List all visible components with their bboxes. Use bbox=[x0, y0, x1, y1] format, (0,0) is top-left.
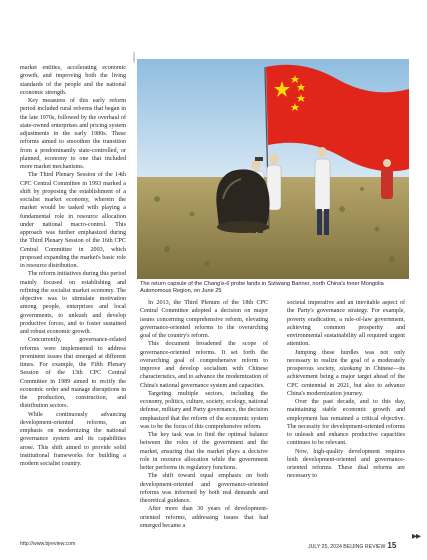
footer-url[interactable]: http://www.bjreview.com bbox=[20, 541, 76, 547]
news-photo bbox=[137, 59, 409, 279]
photo-caption: The return capsule of the Chang'e-6 probe lands in Siziwang Banner, north China's Inner Mongolia Autonomous Region, on June 25 bbox=[140, 281, 384, 294]
paragraph: The shift toward equal emphasis on both development-oriented and governance-oriented reforms was informed by both real demands and theoretical guidance. bbox=[140, 473, 268, 504]
paragraph: Now, high-quality development requires both development-oriented and governance-oriented reforms. These dual reforms are necessary to bbox=[287, 448, 405, 480]
footer-issue bbox=[308, 541, 396, 550]
continue-arrow-icon: ▶▶ bbox=[412, 532, 420, 540]
paragraph: In 2013, the Third Plenum of the 18th CPC Central Committee adopted a decision on major issues concerning comprehensive reform, elevating governance-oriented reforms to the overarching goal of the country's reform. bbox=[140, 300, 268, 339]
paragraph: societal imperative and an inevitable aspect of the Party's governance strategy. For example, poverty eradication, a rule-of-law government, achieving common prosperity and environmental sustainability all required urgent attention. bbox=[287, 300, 405, 348]
page-number: 15 bbox=[387, 541, 397, 550]
capsule-landing-scene bbox=[137, 59, 409, 279]
photo-credit: XINHUA bbox=[132, 51, 136, 63]
paragraph: Key measures of this early reform period included rural reforms that began in the late 1970s, followed by the overhaul of state-owned enterprises and pricing system adjustments in the early 1980s. These reforms aimed to smoothen the transition from a predominantly state-controlled, or planned, economy to one that included more market mechanisms. bbox=[20, 98, 126, 170]
paragraph: market entities, accelerating economic growth, and improving both the living standards of the people and the national economic strength. bbox=[20, 65, 126, 96]
paragraph: Targeting multiple sectors, including the economy, politics, culture, society, ecology, national defense, military and Party governance, the decision emphasized that the reform of the economic system was to be the focus of this comprehensive reform. bbox=[140, 390, 268, 430]
paragraph: Jumping these hurdles was not only necessary to realize the goal of a moderately prosperous society, xiaokang in Chinese—its achievement being a major target ahead of the CPC centennial in 2021, but also to advance China's modernization journey. bbox=[287, 349, 405, 397]
paragraph: After more than 30 years of development-oriented reforms, addressing issues that had emerged became a bbox=[140, 506, 268, 529]
return-capsule bbox=[216, 169, 269, 233]
middle-text-column bbox=[140, 299, 268, 530]
paragraph: Over the past decade, and to this day, maintaining stable economic growth and employment has remained a critical objective. The necessity for development-oriented reforms to unleash and enhance productive capacities continues to be relevant. bbox=[287, 399, 405, 447]
paragraph: The key task was to find the optimal balance between the roles of the government and the market, ensuring that the market plays a decisive role in resource allocation while the government better performs its regulatory functions. bbox=[140, 432, 268, 471]
paragraph: Concurrently, governance-related reforms were implemented to address prominent issues that emerged at different times. For example, the Fifth Plenary Session of the 13th CPC Central Committee in 1989 aimed to rectify the economic order and manage disruptions in the production, construction, and distribution sectors. bbox=[20, 337, 126, 410]
left-text-column bbox=[20, 64, 126, 468]
issue-label: JULY 25, 2024 BEIJING REVIEW bbox=[308, 544, 386, 550]
paragraph: The reform initiatives during this period mainly focused on establishing and refining the socialist market economy. The objective was to stimulate motivation among people, enterprises and local governments, to unleash and develop productive forces, and to foster sustained and robust economic growth. bbox=[20, 271, 126, 335]
paragraph: While continuously advancing development-oriented reforms, an emphasis on modernizing the national governance system and its capabilities arose. This shift aimed to provide solid institutional frameworks for building a modern socialist country. bbox=[20, 411, 126, 467]
paragraph: This document broadened the scope of governance-oriented reforms. It set forth the overarching goal of comprehensive reform to improve and develop socialism with Chinese characteristics, and to advance the modernization of China's national governance system and capacities. bbox=[140, 341, 268, 389]
paragraph: The Third Plenary Session of the 14th CPC Central Committee in 1993 marked a shift by proposing the establishment of a socialist market economy, wherein the market would be tasked with playing a fundamental role in resource allocation under national macro-control. This approach was further emphasized during the Third Plenary Session of the 16th CPC Central Committee in 2003, which proposed expanding the market's basic role in resource distribution. bbox=[20, 172, 126, 269]
right-text-column bbox=[287, 299, 405, 481]
